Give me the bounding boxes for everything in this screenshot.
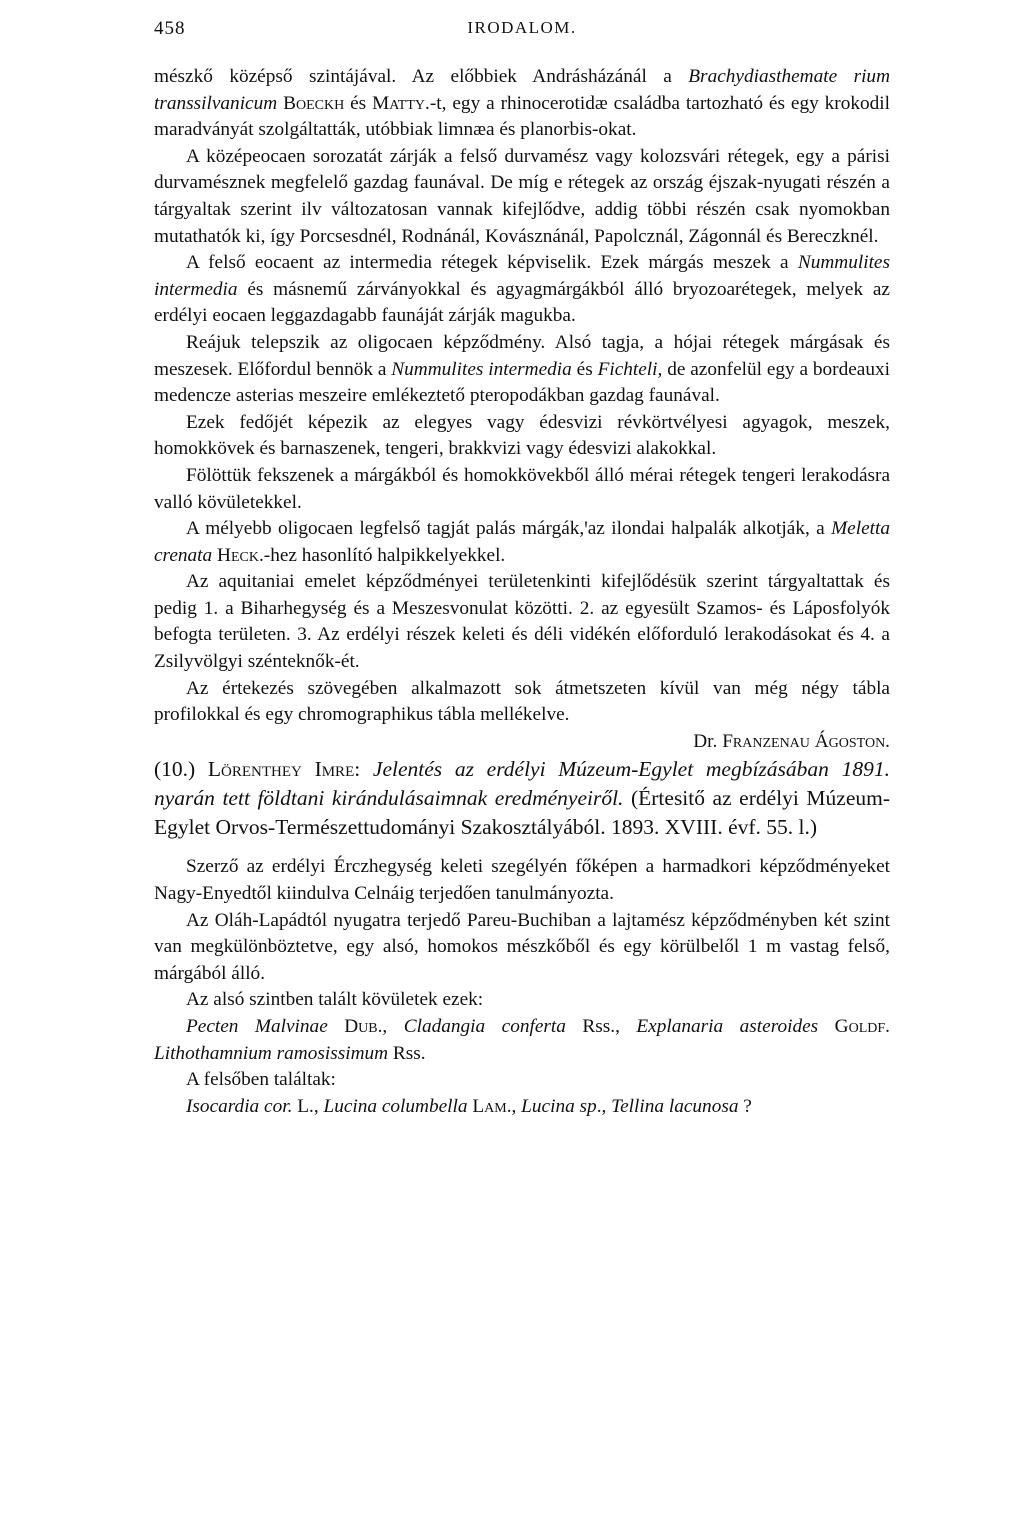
text-span: és (571, 358, 598, 380)
text-span: ., (506, 1095, 522, 1117)
review-body (154, 854, 890, 1120)
taxon-name: Nummulites intermedia (391, 358, 572, 380)
fossil-list-upper (154, 1094, 890, 1121)
taxon-name: Brachydiasthemate rium transsilvanicum (154, 66, 890, 114)
paragraph-1 (154, 64, 890, 144)
running-head: IRODALOM. (467, 18, 577, 37)
signature (154, 729, 890, 756)
taxon-name: Explanaria asteroides (636, 1016, 819, 1037)
text-span: . (885, 1016, 890, 1037)
signature-title: Dr. (693, 730, 718, 752)
text-span: L., (292, 1095, 324, 1117)
page-number: 458 (154, 18, 186, 39)
paragraph-6: Fölöttük fekszenek a márgákból és homokkövekből álló mérai rétegek tengeri lerakodásra valló kövületekkel. (154, 464, 890, 513)
text-span: ? (738, 1095, 752, 1117)
author-name: Lam (472, 1095, 507, 1117)
taxon-name: Nummulites intermedia (154, 252, 890, 300)
text-span: ., (596, 1095, 612, 1117)
reference-source: (Értesitő az erdélyi Múzeum-Egylet Orvos-Természettudományi Szakosztályából. 1893. XVIII. évf. 55. l.) (154, 786, 890, 840)
review-paragraph-4: A felsőben találtak: (186, 1069, 336, 1091)
taxon-name: Pecten Malvinae (186, 1016, 328, 1037)
taxon-name: Isocardia cor. (186, 1095, 293, 1117)
paragraph-7 (154, 516, 890, 569)
text-span: .-hez hasonlító halpikkelyekkel. (258, 544, 506, 566)
text-span: ., (377, 1016, 404, 1037)
signature-name: Franzenau Ágoston. (722, 730, 890, 752)
taxon-name: Lithothamnium ramosissimum (154, 1042, 389, 1064)
review-paragraph-1: Szerző az erdélyi Érczhegység keleti szegélyén főképen a harmadkori képződményeket Nagy-Enyedtől kiindulva Celnáig terjedően tanulmányozta. (154, 856, 890, 905)
reference-title: Jelentés az erdélyi Múzeum-Egylet megbízásában 1891. nyarán tett földtani kirándulásaimnak eredményeiről. (154, 757, 890, 811)
page-header (154, 18, 890, 46)
reference-number: (10.) (154, 757, 208, 782)
text-span: .-t, egy a rhinocerotidæ családba tartozható és egy krokodil maradványát szolgáltatták, utóbbiak limnæa és planorbis-okat. (154, 92, 890, 141)
text-span: mészkő középső szintájával. Az előbbiek Andrásházánál a (154, 66, 689, 87)
reference-heading (154, 755, 890, 842)
author-name: Heck (217, 544, 259, 566)
taxon-name: Lucina sp (521, 1095, 597, 1117)
paragraph-8: Az aquitaniai emelet képződményei területenkinti kifejlődésük szerint tárgyaltattak és pedig 1. a Biharhegység és a Meszesvonulat közötti. 2. az egyesült Szamos- és Láposfolyók befogta területen. 3. Az erdélyi részek keleti és déli vidékén előforduló lerakodásokat és 4. a Zsilyvölgyi szénteknők-ét. (154, 571, 890, 673)
paragraph-3 (154, 250, 890, 330)
text-span: de azonfelül egy a bordeauxi medencze asterias meszeire emlékeztető pteropodákban gazdag faunával. (154, 358, 891, 407)
paragraph-9: Az értekezés szövegében alkalmazott sok átmetszeten kívül van még négy tábla profilokkal és egy chromographikus tábla mellékelve. (154, 677, 890, 726)
text-span: Rss., (565, 1016, 637, 1037)
text-span: : (354, 757, 373, 782)
review-paragraph-3: Az alsó szintben talált kövületek ezek: (186, 989, 484, 1011)
author-name: Matty (372, 92, 426, 114)
text-span (818, 1016, 834, 1037)
author-name: Boeckh (283, 92, 345, 114)
reference-author: Lörenthey Imre (207, 757, 355, 782)
body-text (154, 64, 890, 1120)
paragraph-2: A középeocaen sorozatát zárják a felső durvamész vagy kolozsvári rétegek, egy a párisi durvamésznek megfelelő gazdag faunával. De míg e rétegek az ország éjszak-nyugati részén a tárgyaltak szerint ilv változatosan vannak kifejlődve, addig többi részén csak nyomokban mutathatók ki, így Porcsesdnél, Rodnánál, Kovásznánál, Papolcznál, Zágonnál és Bereczknél. (154, 145, 890, 247)
taxon-name: Cladangia conferta (403, 1016, 566, 1037)
text-span (328, 1016, 344, 1037)
review-paragraph-2: Az Oláh-Lapádtól nyugatra terjedő Pareu-Buchiban a lajtamész képződményben két szint van megkülönböztetve, egy alsó, homokos mészkőből és egy körülbelől 1 m vastag felső, márgából álló. (154, 909, 890, 984)
fossil-list-lower (154, 1014, 890, 1067)
paragraph-5: Ezek fedőjét képezik az elegyes vagy édesvizi révkörtvélyesi agyagok, meszek, homokkövek és barnaszenek, tengeri, brakkvizi vagy édesvizi alakokkal. (154, 411, 890, 460)
text-span: A mélyebb oligocaen legfelső tagját palás márgák,ꞌaz ilondai halpalák alkotják, a (186, 518, 832, 540)
author-name: Dub (344, 1016, 378, 1037)
paragraph-4 (154, 330, 890, 410)
text-span: és másnemű zárványokkal és agyagmárgákból álló bryozoarétegek, melyek az erdélyi eocaen leggazdagabb faunáját zárják magukba. (154, 278, 890, 327)
author-name: Goldf (834, 1016, 886, 1037)
text-span: Rss. (388, 1042, 426, 1064)
text-span: A felső eocaent az intermedia rétegek képviselik. Ezek márgás meszek a (186, 252, 798, 274)
text-span: Reájuk telepszik az oligocaen képződmény. Alsó tagja, a hójai rétegek márgásak és meszesek. Előfordul bennök a (154, 331, 890, 380)
taxon-name: Tellina lacunosa (611, 1095, 739, 1117)
taxon-name: Fichteli, (597, 358, 663, 380)
text-span: és (344, 92, 373, 114)
taxon-name: Meletta crenata (154, 518, 890, 566)
taxon-name: Lucina columbella (323, 1095, 468, 1117)
